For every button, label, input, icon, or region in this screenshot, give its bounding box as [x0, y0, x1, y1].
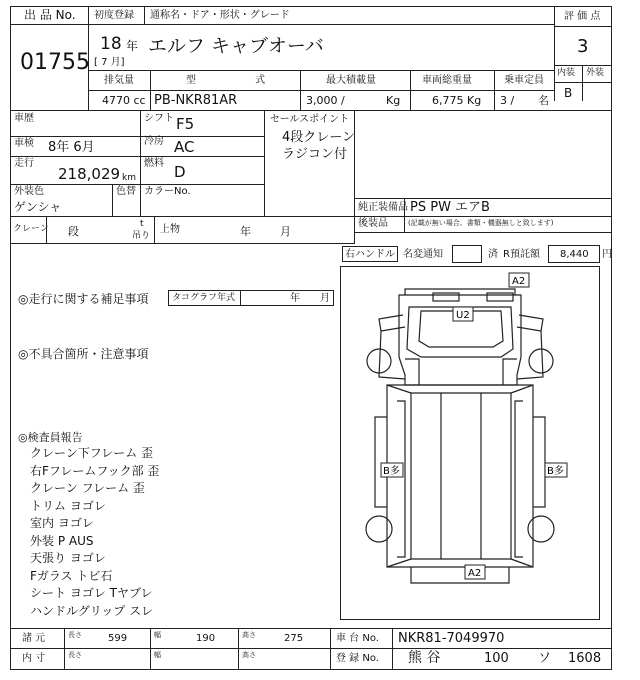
crane-lift: 吊り — [132, 231, 151, 241]
inspector-item: ハンドルグリップ スレ — [30, 603, 154, 618]
first-reg-month: [ 7 月] — [94, 57, 125, 68]
interior-label: 内装 — [557, 68, 576, 78]
chassis-no: NKR81-7049970 — [398, 631, 505, 646]
tacho-month: 月 — [320, 293, 330, 304]
spec-label: 諸 元 — [22, 633, 46, 644]
recall-amount: 8,440 — [560, 249, 589, 260]
first-reg-year-unit: 年 — [126, 39, 139, 53]
chassis-label: 車 台 No. — [336, 633, 379, 644]
length-label: 長さ — [68, 631, 82, 639]
inspector-item: 外装 P AUS — [30, 533, 94, 548]
color-label: 外装色 — [14, 186, 44, 197]
overall-grade: 3 — [577, 36, 589, 57]
displacement-label: 排気量 — [104, 75, 134, 86]
reg-class: 100 — [484, 651, 509, 666]
equipment-value: PS PW エアB — [410, 200, 490, 215]
lot-number: 01755 — [20, 50, 90, 75]
name-change-box — [452, 245, 482, 263]
rhd-label: 右ハンドル — [345, 249, 395, 260]
reg-place: 熊 谷 — [408, 650, 441, 666]
color-code-label: カラーNo. — [144, 186, 191, 197]
fuel-label: 燃料 — [144, 158, 164, 169]
reg-label: 登 録 No. — [336, 653, 379, 664]
max-load-unit: Kg — [386, 94, 401, 107]
tacho-year: 年 — [290, 293, 300, 304]
inspector-item: 天張り ヨゴレ — [30, 551, 106, 565]
grade-label: 評 価 点 — [564, 11, 601, 22]
height-label: 高さ — [242, 631, 256, 639]
fuel-value: D — [174, 163, 186, 181]
aftermarket-label: 後装品 — [358, 218, 388, 229]
capacity-unit: 名 — [538, 94, 549, 107]
color-value: ゲンシャ — [14, 200, 62, 214]
tacho-label: タコグラフ年式 — [172, 293, 236, 303]
inspector-item: Fガラス トビ石 — [30, 568, 113, 583]
sales-point-label: セールスポイント — [270, 114, 350, 125]
recall-label: R預託額 — [503, 249, 540, 260]
height-value: 275 — [284, 633, 304, 644]
capacity-label: 乗車定員 — [504, 75, 544, 86]
ac-label: 冷房 — [144, 136, 164, 147]
max-load-label: 最大積載量 — [326, 75, 376, 86]
inspector-item: クレーン フレーム 歪 — [30, 481, 145, 495]
sales-point-1: 4段クレーン — [282, 130, 356, 145]
mark-right-side: B多 — [547, 466, 564, 477]
body-month: 月 — [280, 225, 291, 238]
width-value: 190 — [196, 633, 216, 644]
truck-outline-svg — [341, 267, 599, 619]
color-change-label: 色替 — [116, 186, 136, 197]
gross-weight-value: 6,775 Kg — [432, 94, 482, 107]
first-reg-label: 初度登録 — [94, 10, 134, 21]
mileage-value: 218,029 — [58, 165, 121, 183]
name-change-label: 名変通知 — [403, 249, 443, 260]
inspector-title: ◎検査員報告 — [18, 431, 83, 444]
mileage-unit: km — [122, 173, 136, 183]
model-type-value: PB-NKR81AR — [154, 93, 238, 108]
vehicle-diagram — [340, 266, 600, 620]
inspection-label: 車検 — [14, 138, 34, 149]
interior-grade: B — [564, 86, 573, 100]
aftermarket-note: (記載が無い場合、書類・機器無しと致します) — [408, 219, 554, 227]
model-desc-label: 通称名・ドア・形状・グレード — [150, 10, 290, 21]
model-type-label: 型 式 — [186, 75, 294, 86]
inspector-item: クレーン下フレーム 歪 — [30, 446, 154, 460]
equipment-label: 純正装備品 — [358, 202, 408, 213]
exterior-label: 外装 — [586, 68, 605, 78]
body-year: 年 — [240, 225, 251, 238]
sales-point-2: ラジコン付 — [282, 147, 348, 162]
capacity-value: 3 / — [500, 94, 515, 107]
crane-label: クレーン — [13, 224, 49, 234]
mark-cab-window: U2 — [456, 310, 470, 321]
length-value: 599 — [108, 633, 128, 644]
mark-rear: A2 — [468, 568, 482, 579]
defects-label: ◎不具合箇所・注意事項 — [18, 347, 149, 361]
recall-unit: 円 — [602, 249, 612, 260]
crane-ton: t — [140, 219, 144, 229]
inner-width-label: 幅 — [154, 651, 161, 659]
inner-length-label: 長さ — [68, 651, 82, 659]
mark-left-side: B多 — [383, 466, 400, 477]
shift-value: F5 — [176, 115, 195, 133]
inspector-item: シート ヨゴレ Tヤブレ — [30, 586, 153, 600]
inspector-item: 室内 ヨゴレ — [30, 516, 94, 530]
reg-kana: ソ — [538, 651, 552, 666]
lot-label: 出 品 No. — [24, 8, 76, 22]
shift-label: シフト — [144, 113, 174, 124]
first-reg-year: 18 — [100, 34, 122, 54]
crane-stage: 段 — [68, 225, 79, 238]
history-label: 車歴 — [14, 113, 34, 124]
recall-prefix: 済 — [488, 249, 498, 260]
body-label: 上物 — [160, 224, 180, 235]
width-label: 幅 — [154, 631, 161, 639]
car-name: エルフ キャブオーバ — [148, 35, 324, 57]
inspector-item: トリム ヨゴレ — [30, 498, 106, 513]
ac-value: AC — [174, 138, 195, 156]
reg-number: 1608 — [568, 651, 602, 666]
inner-height-label: 高さ — [242, 651, 256, 659]
max-load-value: 3,000 / — [306, 94, 345, 107]
mark-cab-top: A2 — [512, 276, 526, 287]
inspector-item: 右Fフレームフック部 歪 — [30, 463, 160, 478]
gross-weight-label: 車両総重量 — [422, 75, 472, 86]
driving-note-label: ◎走行に関する補足事項 — [18, 292, 149, 306]
inspection-value: 8年 6月 — [48, 140, 95, 155]
mileage-label: 走行 — [14, 158, 34, 169]
inner-label: 内 寸 — [22, 653, 46, 664]
displacement-value: 4770 cc — [102, 94, 146, 107]
